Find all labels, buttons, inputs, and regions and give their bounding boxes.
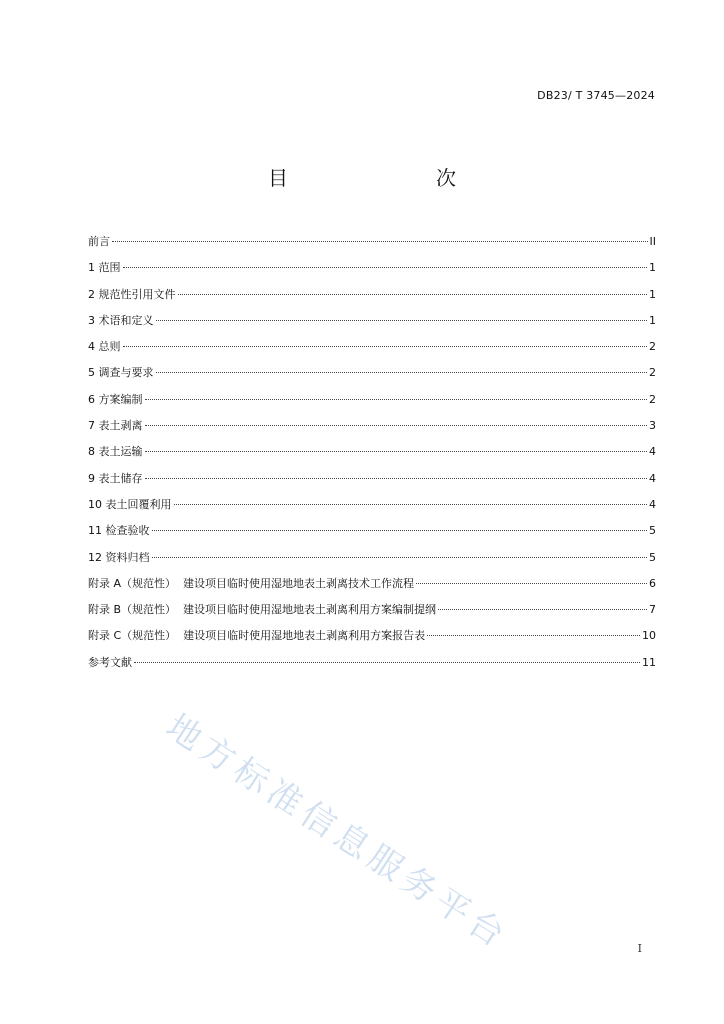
toc-entry-foreword[interactable] [88,233,656,259]
toc-entry-page: 2 [649,392,656,406]
dot-leader [112,241,648,242]
page-title: 目 次 [268,166,492,190]
toc-entry-label: 12 资料归档 [88,550,150,564]
dot-leader [174,504,648,505]
toc-entry-bibliography[interactable] [88,654,656,680]
dot-leader [152,530,648,531]
dot-leader [145,399,648,400]
toc-entry-appendix-c[interactable] [88,627,656,653]
toc-entry-page: 1 [649,287,656,301]
toc-entry-label: 10 表土回覆利用 [88,497,172,511]
toc-entry-page: 4 [649,445,656,459]
toc-entry-page: 10 [642,629,656,643]
dot-leader [156,320,648,321]
toc-entry-page: 11 [642,655,656,669]
toc-entry-page: 2 [649,340,656,354]
toc-entry-appendix-b[interactable] [88,601,656,627]
dot-leader [156,372,648,373]
toc-entry-plan[interactable] [88,391,656,417]
dot-leader [134,662,640,663]
toc-entry-label: 6 方案编制 [88,392,143,406]
document-code: DB23/ T 3745—2024 [537,89,655,102]
toc-entry-scope[interactable] [88,259,656,285]
dot-leader [438,609,647,610]
toc-entry-page: 3 [649,419,656,433]
toc-entry-label: 2 规范性引用文件 [88,287,176,301]
toc-entry-appendix-a[interactable] [88,575,656,601]
dot-leader [427,635,640,636]
toc-entry-general[interactable] [88,338,656,364]
toc-entry-page: 1 [649,313,656,327]
toc-entry-label: 4 总则 [88,340,121,354]
toc-entry-label: 1 范围 [88,261,121,275]
dot-leader [145,478,648,479]
toc-entry-page: 6 [649,576,656,590]
toc-entry-transport[interactable] [88,443,656,469]
toc-entry-page: 5 [649,524,656,538]
toc-entry-normative-references[interactable] [88,286,656,312]
toc-entry-inspection[interactable] [88,522,656,548]
dot-leader [123,346,648,347]
table-of-contents [88,233,656,680]
toc-entry-page: II [649,235,656,248]
toc-entry-page: 4 [649,471,656,485]
toc-entry-page: 2 [649,366,656,380]
toc-entry-page: 5 [649,550,656,564]
toc-entry-survey[interactable] [88,364,656,390]
dot-leader [178,294,648,295]
toc-entry-label: 3 术语和定义 [88,313,154,327]
toc-entry-label: 附录 A（规范性） 建设项目临时使用湿地地表土剥离技术工作流程 [88,576,415,590]
toc-entry-label: 8 表土运输 [88,445,143,459]
toc-entry-label: 前言 [88,235,110,248]
toc-entry-label: 附录 C（规范性） 建设项目临时使用湿地地表土剥离利用方案报告表 [88,629,426,643]
toc-entry-terms[interactable] [88,312,656,338]
toc-entry-label: 5 调查与要求 [88,366,154,380]
toc-entry-storage[interactable] [88,470,656,496]
toc-entry-label: 11 检查验收 [88,524,150,538]
page-number: I [637,942,642,955]
dot-leader [145,451,648,452]
dot-leader [416,583,647,584]
toc-entry-page: 4 [649,497,656,511]
toc-entry-label: 附录 B（规范性） 建设项目临时使用湿地地表土剥离利用方案编制提纲 [88,603,437,617]
toc-entry-label: 9 表土储存 [88,471,143,485]
toc-entry-page: 7 [649,603,656,617]
toc-entry-stripping[interactable] [88,417,656,443]
toc-entry-page: 1 [649,261,656,275]
watermark: 地方标准信息服务平台 [158,706,517,959]
toc-entry-archiving[interactable] [88,549,656,575]
dot-leader [123,267,648,268]
toc-entry-label: 参考文献 [88,655,132,669]
toc-entry-reuse[interactable] [88,496,656,522]
toc-entry-label: 7 表土剥离 [88,419,143,433]
dot-leader [152,557,648,558]
dot-leader [145,425,648,426]
